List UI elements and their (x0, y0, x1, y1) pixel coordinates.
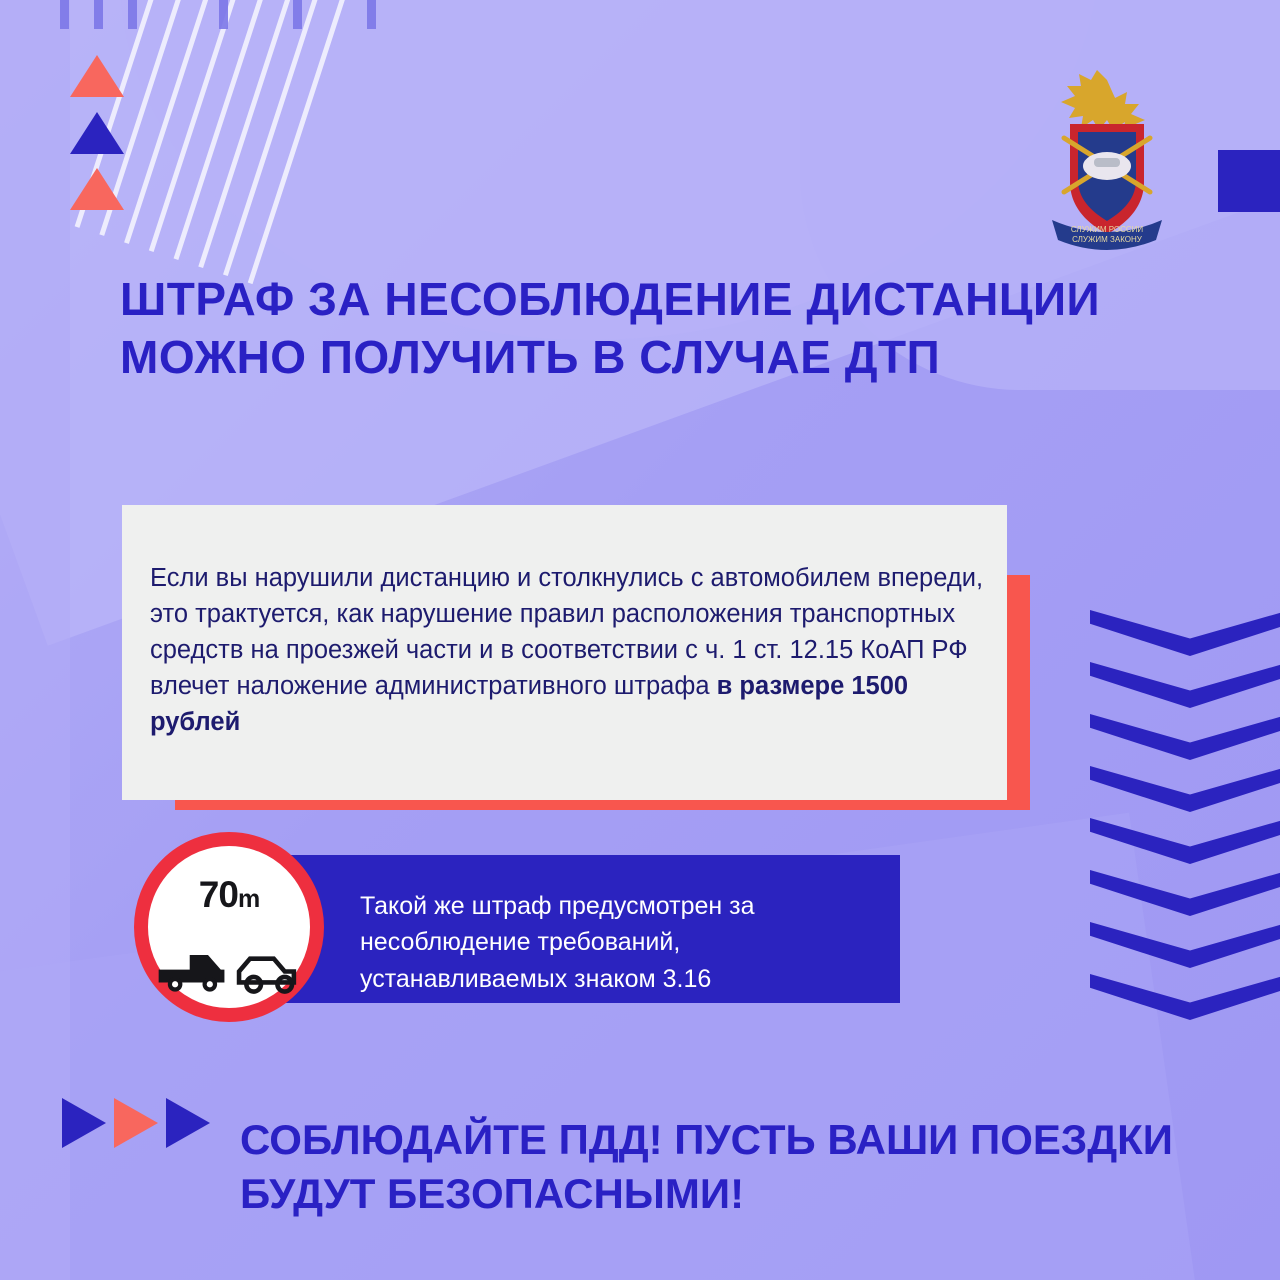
arrow-blue-icon (62, 1098, 106, 1148)
sign-distance-number: 70 (198, 874, 238, 915)
slogan-text: СОБЛЮДАЙТЕ ПДД! ПУСТЬ ВАШИ ПОЕЗДКИ БУДУТ БЕЗОПАСНЫМИ! (240, 1115, 1173, 1217)
arrow-red-icon (114, 1098, 158, 1148)
arrow-blue-icon (166, 1098, 210, 1148)
triangle-red-icon (70, 55, 124, 97)
mvd-russia-emblem-icon (1022, 62, 1192, 262)
triangle-red-icon (70, 168, 124, 210)
sign-distance-unit: m (237, 885, 260, 913)
emblem-motto-top: СЛУЖИМ РОССИИ (1070, 225, 1144, 234)
info-card-text-main: Если вы нарушили дистанцию и столкнулись с автомобилем впереди, это трактуется, как нарушение правил расположения транспортных средств на проезжей части и в соответствии с ч. 1 ст. 12.15 КоАП РФ влечет наложение административного штрафа (150, 563, 984, 701)
sign-two-cars-icon (155, 938, 303, 994)
note-panel-text: Такой же штраф предусмотрен за несоблюдение требований, устанавливаемых знаком 3.16 (360, 892, 755, 993)
triangle-blue-icon (70, 112, 124, 154)
blue-square-decoration (1218, 150, 1280, 212)
info-card-text (150, 560, 985, 741)
arrow-group-decoration (62, 1098, 232, 1148)
info-card-text-highlight: в размере 1500 рублей (150, 672, 909, 737)
page-title: ШТРАФ ЗА НЕСОБЛЮДЕНИЕ ДИСТАНЦИИ МОЖНО ПОЛУЧИТЬ В СЛУЧАЕ ДТП (120, 272, 1101, 383)
emblem-motto-bottom: СЛУЖИМ ЗАКОНУ (1072, 235, 1142, 244)
sign-distance-value (148, 874, 310, 916)
chevron-pattern-decoration (1090, 610, 1280, 1040)
minimum-distance-sign-icon (134, 832, 324, 1022)
